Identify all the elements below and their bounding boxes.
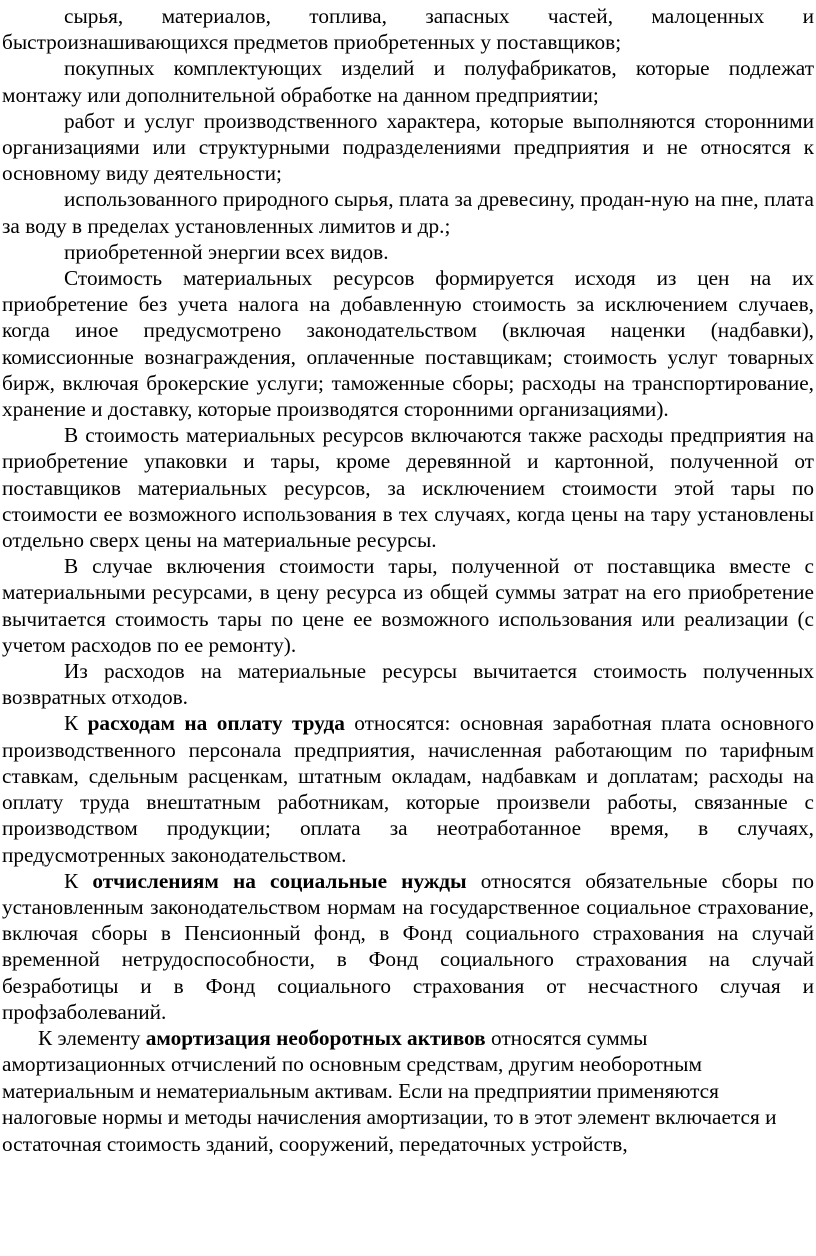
paragraph-depreciation xyxy=(2,1025,814,1158)
paragraph-material-cost: Стоимость материальных ресурсов формируется исходя из цен на их приобретение без учета налога на добавленную стоимость за исключением случаев, когда иное предусмотрено законодательством (включая наценки (надбавки), комиссионные вознаграждения, оплаченные поставщикам; стоимость услуг товарных бирж, включая брокерские услуги; таможенные сборы; расходы на транспортирование, хранение и доставку, которые производятся сторонними организациями). xyxy=(2,266,814,422)
paragraph-raw-materials: сырья, материалов, топлива, запасных частей, малоценных и быстроизнашивающихся предметов приобретенных у поставщиков; xyxy=(2,4,814,55)
paragraph-energy: приобретенной энергии всех видов. xyxy=(64,239,389,264)
paragraph-labor-costs-pre: К xyxy=(64,711,88,736)
paragraph-social-pre: К xyxy=(64,868,93,893)
paragraph-packaging: В стоимость материальных ресурсов включаются также расходы предприятия на приобретение упаковки и тары, кроме деревянной и картонной, полученной от поставщиков материальных ресурсов, за исключением стоимости этой тары по стоимости ее возможного использования в тех случаях, когда цены на тару установлены отдельно сверх цены на материальные ресурсы. xyxy=(2,423,814,553)
paragraph-depreciation-pre: К элементу xyxy=(38,1025,146,1050)
paragraph-labor-costs-post: относятся: основная заработная плата основного производственного персонала предприятия, начисленная работающим по тарифным ставкам, сдельным расценкам, штатным окладам, надбавкам и доплатам; расходы на оплату труда внештатным работникам, которые произвели работы, связанные с производством продукции; оплата за неотработанное время, в случаях, предусмотренных законодательством. xyxy=(2,711,815,867)
paragraph-components: покупных комплектующих изделий и полуфабрикатов, которые подлежат монтажу или дополнительной обработке на данном предприятии; xyxy=(2,56,814,107)
paragraph-social-post: относятся обязательные сборы по установленным законодательством нормам на государственное социальное страхование, включая сборы в Пенсионный фонд, в Фонд социального страхования на случай временной нетрудоспособности, в Фонд социального страхования на случай безработицы и в Фонд социального страхования от несчастного случая и профзаболеваний. xyxy=(2,868,814,1024)
paragraph-works-services: работ и услуг производственного характера, которые выполняются сторонними организациями или структурными подразделениями предприятия и не относятся к основному виду деятельности; xyxy=(2,108,814,186)
paragraph-waste: Из расходов на материальные ресурсы вычитается стоимость полученных возвратных отходов. xyxy=(2,659,814,710)
paragraph-social-contributions xyxy=(2,868,814,1025)
paragraph-tare: В случае включения стоимости тары, полученной от поставщика вместе с материальными ресурсами, в цену ресурса из общей суммы затрат на его приобретение вычитается стоимость тары по цене ее возможного использования или реализации (с учетом расходов по ее ремонту). xyxy=(2,554,814,657)
term-depreciation: амортизация необоротных активов xyxy=(145,1025,486,1050)
paragraph-natural-resources: использованного природного сырья, плата за древесину, продан-ную на пне, плата за воду в пределах установленных лимитов и др.; xyxy=(2,187,814,238)
term-social-contributions: отчислениям на социальные нужды xyxy=(92,868,467,893)
paragraph-depreciation-post: относятся суммы амортизационных отчислений по основным средствам, другим необоротным материальным и нематериальным активам. Если на предприятии применяются налоговые нормы и методы начисления амортизации, то в этот элемент включается и остаточная стоимость зданий, сооружений, передаточных устройств, xyxy=(2,1025,777,1156)
paragraph-labor-costs xyxy=(2,710,814,867)
term-labor-costs: расходам на оплату труда xyxy=(87,711,345,736)
